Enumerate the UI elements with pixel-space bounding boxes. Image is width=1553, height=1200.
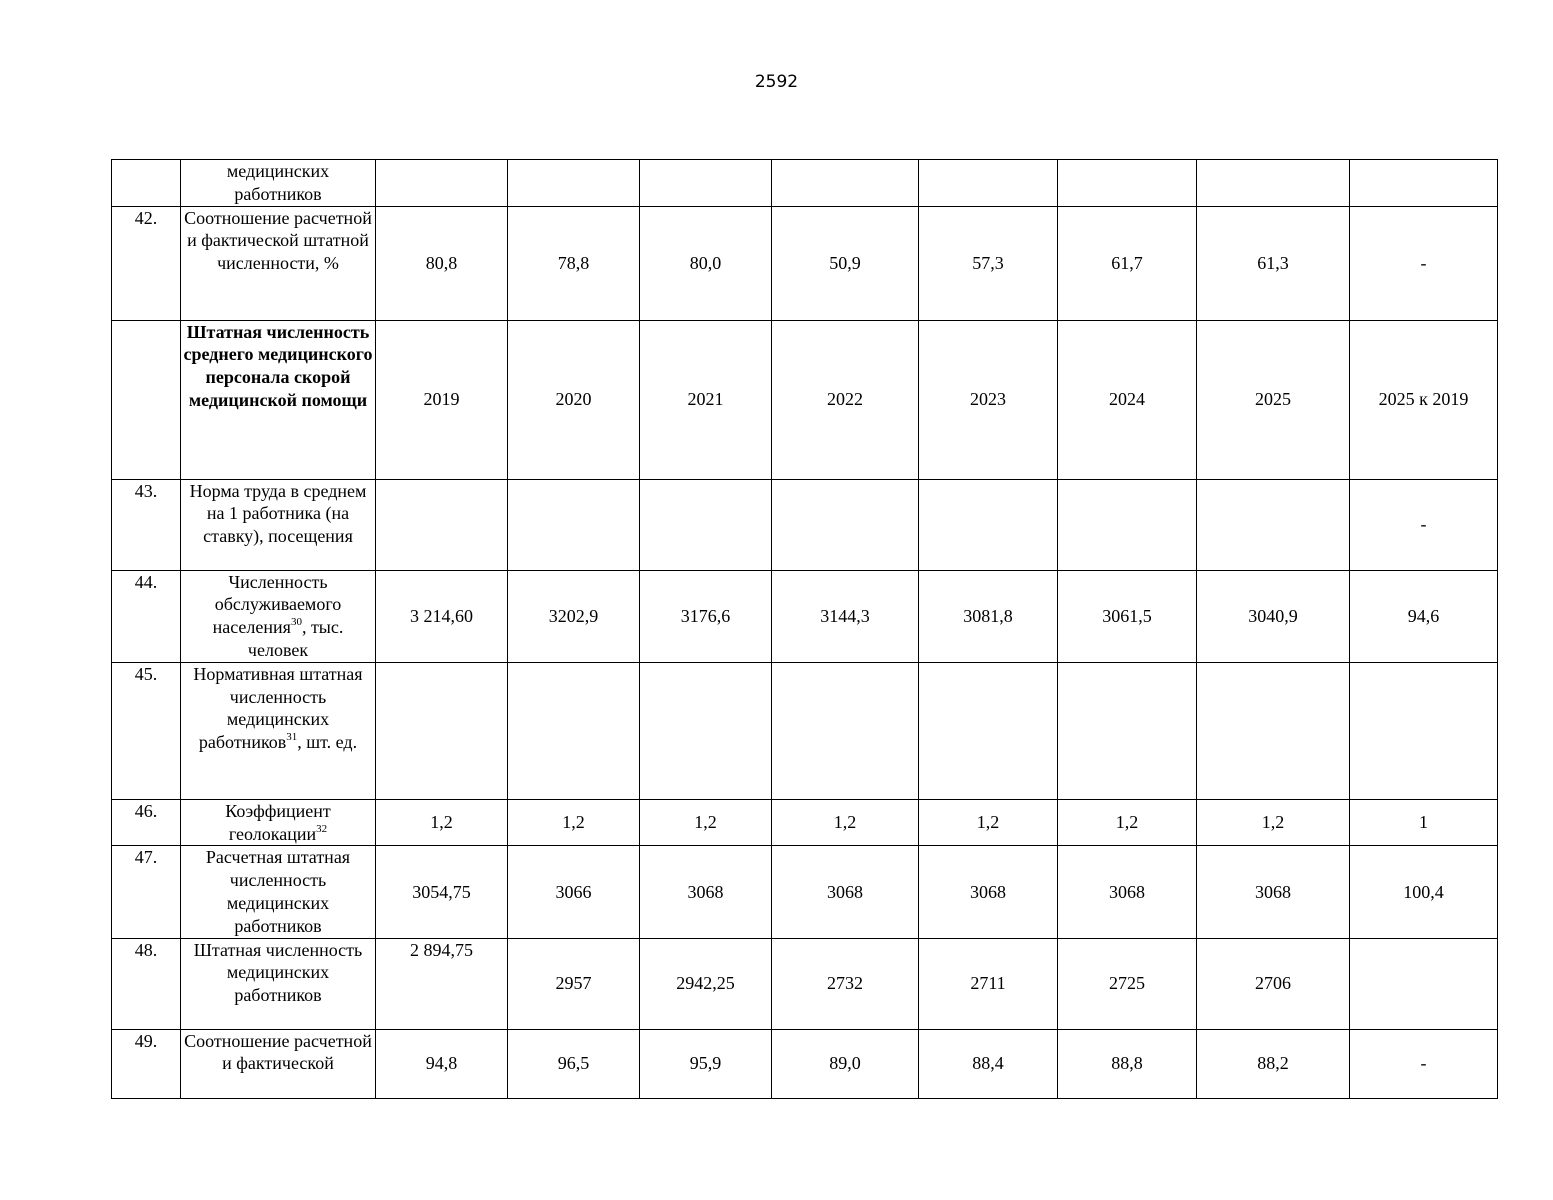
cell-2022: 50,9 (772, 206, 919, 320)
cell-2022: 2732 (772, 938, 919, 1029)
cell-2021: 80,0 (640, 206, 772, 320)
cell-2024: 3061,5 (1058, 570, 1197, 662)
cell-2020: 96,5 (508, 1029, 640, 1098)
cell-2025: 2706 (1197, 938, 1350, 1029)
cell-2022: 3144,3 (772, 570, 919, 662)
section-header-row (112, 320, 1498, 479)
cell-2024: 3068 (1058, 846, 1197, 938)
row-number: 46. (112, 799, 181, 846)
cell-2021: 3176,6 (640, 570, 772, 662)
cell-2021: 95,9 (640, 1029, 772, 1098)
row-label: Норма труда в среднем на 1 работника (на ставку), посещения (181, 479, 376, 570)
cell-2020: 2957 (508, 938, 640, 1029)
cell-2023: 3081,8 (919, 570, 1058, 662)
cell-2022 (772, 479, 919, 570)
cell-2025 (1197, 160, 1350, 207)
cell-2020: 3066 (508, 846, 640, 938)
cell-2023 (919, 662, 1058, 799)
data-table (111, 159, 1498, 1099)
cell-2025-vs-2019 (1350, 938, 1498, 1029)
year-header-2020: 2020 (508, 320, 640, 479)
cell-2022 (772, 662, 919, 799)
table-row (112, 938, 1498, 1029)
cell-2020: 1,2 (508, 799, 640, 846)
cell-2020: 3202,9 (508, 570, 640, 662)
row-number: 47. (112, 846, 181, 938)
year-header-2023: 2023 (919, 320, 1058, 479)
row-label-text: Коэффициент геолокации (225, 800, 331, 844)
cell-2019: 1,2 (376, 799, 508, 846)
cell-2025-vs-2019 (1350, 662, 1498, 799)
cell-2024: 2725 (1058, 938, 1197, 1029)
cell-2019 (376, 479, 508, 570)
row-label: Соотношение расчетной и фактической (181, 1029, 376, 1098)
cell-2019: 2 894,75 (376, 938, 508, 1029)
row-number: 42. (112, 206, 181, 320)
cell-2025-vs-2019: 1 (1350, 799, 1498, 846)
cell-2025-vs-2019: - (1350, 1029, 1498, 1098)
table-row (112, 799, 1498, 846)
row-label-unit: , тыс. человек (247, 617, 344, 660)
cell-2024 (1058, 662, 1197, 799)
cell-2023: 2711 (919, 938, 1058, 1029)
cell-2025-vs-2019: - (1350, 206, 1498, 320)
cell-2024: 61,7 (1058, 206, 1197, 320)
cell-2021 (640, 160, 772, 207)
cell-2025 (1197, 479, 1350, 570)
table-row (112, 1029, 1498, 1098)
cell-2025: 88,2 (1197, 1029, 1350, 1098)
cell-2019 (376, 662, 508, 799)
row-number: 44. (112, 570, 181, 662)
cell-2025-vs-2019: - (1350, 479, 1498, 570)
table-row (112, 846, 1498, 938)
cell-2023: 88,4 (919, 1029, 1058, 1098)
cell-2025-vs-2019 (1350, 160, 1498, 207)
row-label: медицинских работников (181, 160, 376, 207)
row-number: 48. (112, 938, 181, 1029)
cell-2025-vs-2019: 94,6 (1350, 570, 1498, 662)
cell-2019: 3 214,60 (376, 570, 508, 662)
row-label: Соотношение расчетной и фактической штатной численности, % (181, 206, 376, 320)
row-label (181, 570, 376, 662)
year-header-2024: 2024 (1058, 320, 1197, 479)
cell-2023 (919, 160, 1058, 207)
row-number: 43. (112, 479, 181, 570)
cell-2021: 3068 (640, 846, 772, 938)
cell-2020 (508, 160, 640, 207)
year-header-2022: 2022 (772, 320, 919, 479)
cell-2025-vs-2019: 100,4 (1350, 846, 1498, 938)
table-row (112, 479, 1498, 570)
cell-2023: 1,2 (919, 799, 1058, 846)
cell-2025: 61,3 (1197, 206, 1350, 320)
footnote-ref: 32 (316, 822, 328, 835)
row-number (112, 320, 181, 479)
cell-2020 (508, 662, 640, 799)
cell-2022: 3068 (772, 846, 919, 938)
year-header-2019: 2019 (376, 320, 508, 479)
year-header-2021: 2021 (640, 320, 772, 479)
footnote-ref: 31 (286, 731, 298, 744)
table-row (112, 662, 1498, 799)
cell-2020 (508, 479, 640, 570)
cell-2019: 80,8 (376, 206, 508, 320)
header-2025-vs-2019: 2025 к 2019 (1350, 320, 1498, 479)
cell-2024: 1,2 (1058, 799, 1197, 846)
row-label-text: Численность обслуживаемого населения (212, 571, 342, 638)
row-label: Расчетная штатная численность медицинских работников (181, 846, 376, 938)
cell-2021: 2942,25 (640, 938, 772, 1029)
table-row (112, 206, 1498, 320)
cell-2023 (919, 479, 1058, 570)
cell-2019: 94,8 (376, 1029, 508, 1098)
footnote-ref: 30 (290, 616, 302, 629)
row-label (181, 662, 376, 799)
cell-2022: 1,2 (772, 799, 919, 846)
cell-2021 (640, 662, 772, 799)
cell-2024: 88,8 (1058, 1029, 1197, 1098)
row-number: 45. (112, 662, 181, 799)
cell-2024 (1058, 479, 1197, 570)
table-row (112, 160, 1498, 207)
cell-2021: 1,2 (640, 799, 772, 846)
cell-2019 (376, 160, 508, 207)
page-number: 2592 (754, 72, 799, 92)
cell-2019: 3054,75 (376, 846, 508, 938)
cell-2022: 89,0 (772, 1029, 919, 1098)
cell-2020: 78,8 (508, 206, 640, 320)
year-header-2025: 2025 (1197, 320, 1350, 479)
row-label-text: Нормативная штатная численность медицинских работников (193, 663, 363, 753)
cell-2025 (1197, 662, 1350, 799)
row-label-unit: , шт. ед. (297, 732, 358, 753)
table-row (112, 570, 1498, 662)
cell-2024 (1058, 160, 1197, 207)
cell-2021 (640, 479, 772, 570)
row-label (181, 799, 376, 846)
cell-2023: 3068 (919, 846, 1058, 938)
row-number: 49. (112, 1029, 181, 1098)
cell-2022 (772, 160, 919, 207)
cell-2025: 3068 (1197, 846, 1350, 938)
cell-2023: 57,3 (919, 206, 1058, 320)
row-label: Штатная численность медицинских работников (181, 938, 376, 1029)
row-number (112, 160, 181, 207)
cell-2025: 3040,9 (1197, 570, 1350, 662)
cell-2025: 1,2 (1197, 799, 1350, 846)
section-title: Штатная численность среднего медицинского персонала скорой медицинской помощи (181, 320, 376, 479)
